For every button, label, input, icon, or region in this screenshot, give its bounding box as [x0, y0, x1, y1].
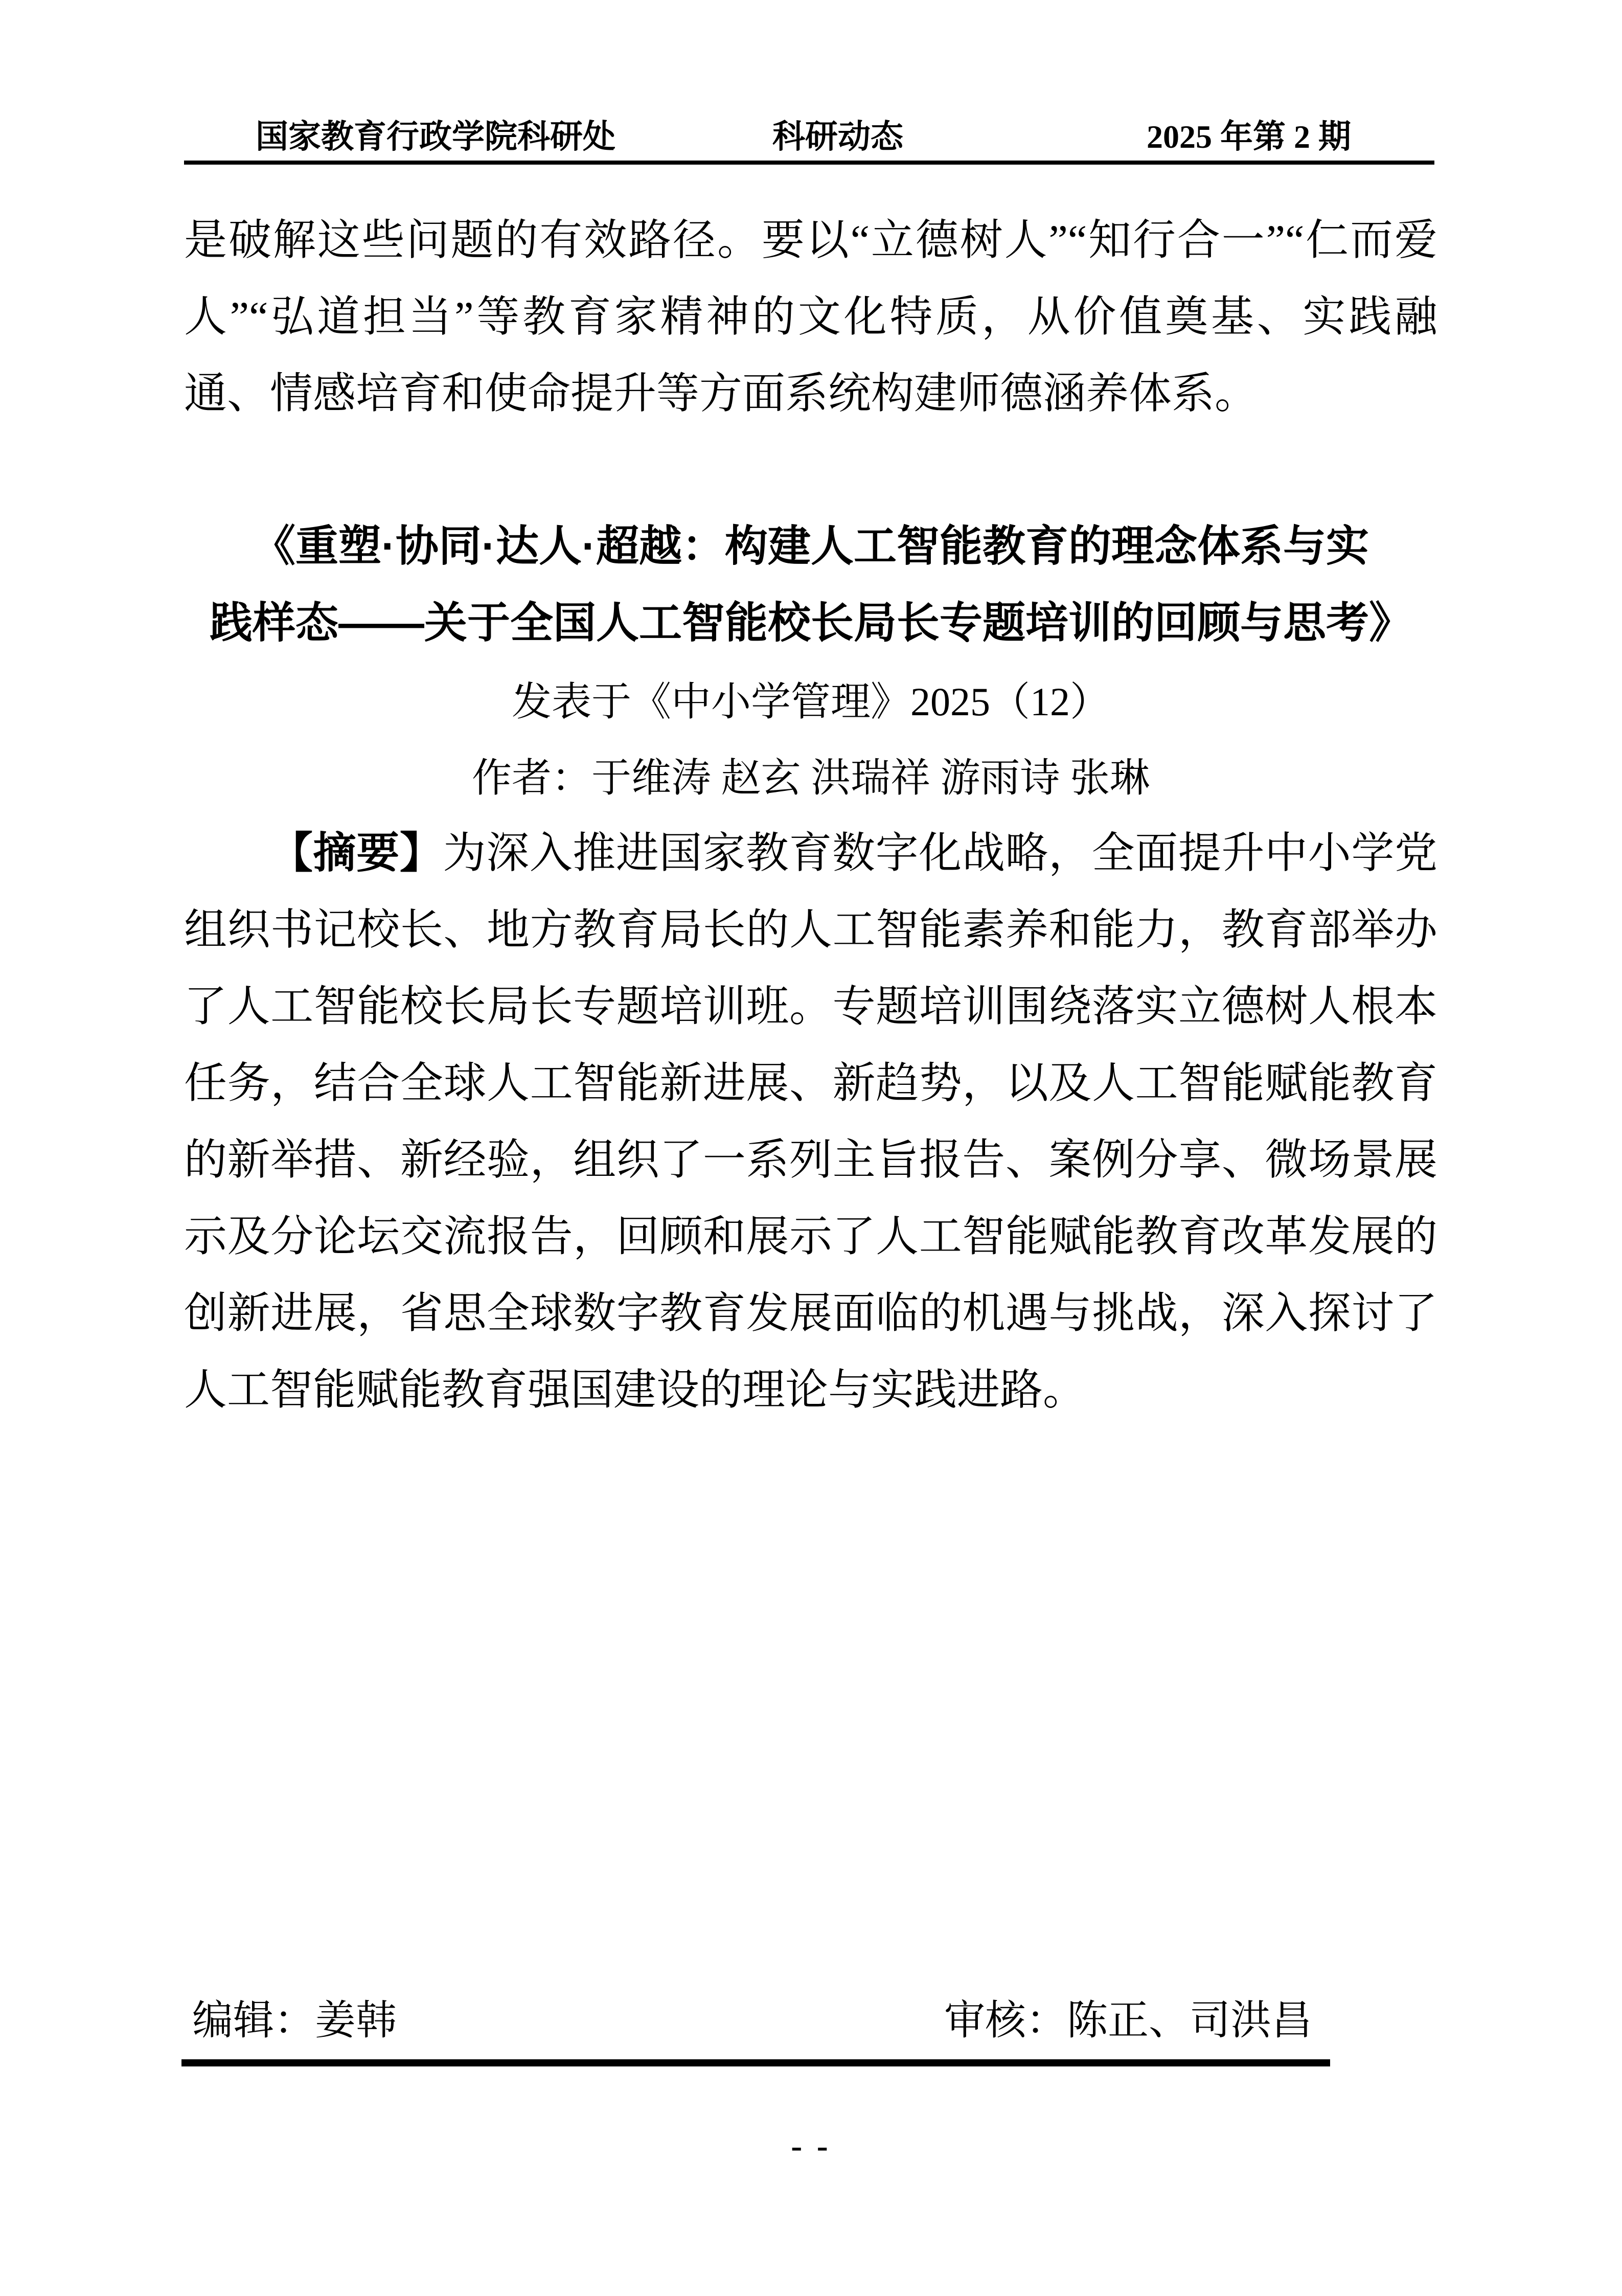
abstract-label: 【摘要】 [270, 829, 443, 877]
continuation-paragraph: 是破解这些问题的有效路径。要以“立德树人”“知行合一”“仁而爱人”“弘道担当”等教育家精神的文化特质，从价值奠基、实践融通、情感培育和使命提升等方面系统构建师德涵养体系。 [184, 217, 1437, 418]
header-divider-rule [184, 161, 1434, 165]
header-bulletin-title: 科研动态 [772, 119, 903, 155]
article-title-line-1: 《重塑·协同·达人·超越：构建人工智能教育的理念体系与实 [253, 522, 1369, 570]
abstract-paragraph [184, 814, 1437, 1429]
header-organization: 国家教育行政学院科研处 [256, 119, 615, 155]
footer-divider-rule [181, 2059, 1330, 2066]
footer-editor: 编辑：姜韩 [192, 1998, 397, 2043]
published-in-line: 发表于《中小学管理》2025（12） [511, 679, 1110, 724]
authors-line: 作者：于维涛 赵玄 洪瑞祥 游雨诗 张琳 [471, 756, 1150, 800]
article-title-line-2: 践样态——关于全国人工智能校长局长专题培训的回顾与思考》 [209, 599, 1412, 647]
footer-reviewer: 审核：陈正、司洪昌 [944, 1998, 1312, 2043]
article-title [184, 508, 1437, 661]
page-number: - - [791, 2127, 831, 2165]
abstract-text: 为深入推进国家教育数字化战略，全面提升中小学党组织书记校长、地方教育局长的人工智能素养和能力，教育部举办了人工智能校长局长专题培训班。专题培训围绕落实立德树人根本任务，结合全球人工智能新进展、新趋势，以及人工智能赋能教育的新举措、新经验，组织了一系列主旨报告、案例分享、微场景展示及分论坛交流报告，回顾和展示了人工智能赋能教育改革发展的创新进展，省思全球数字教育发展面临的机遇与挑战，深入探讨了人工智能赋能教育强国建设的理论与实践进路。 [184, 830, 1437, 1414]
header-issue-number: 2025 年第 2 期 [1147, 119, 1351, 155]
